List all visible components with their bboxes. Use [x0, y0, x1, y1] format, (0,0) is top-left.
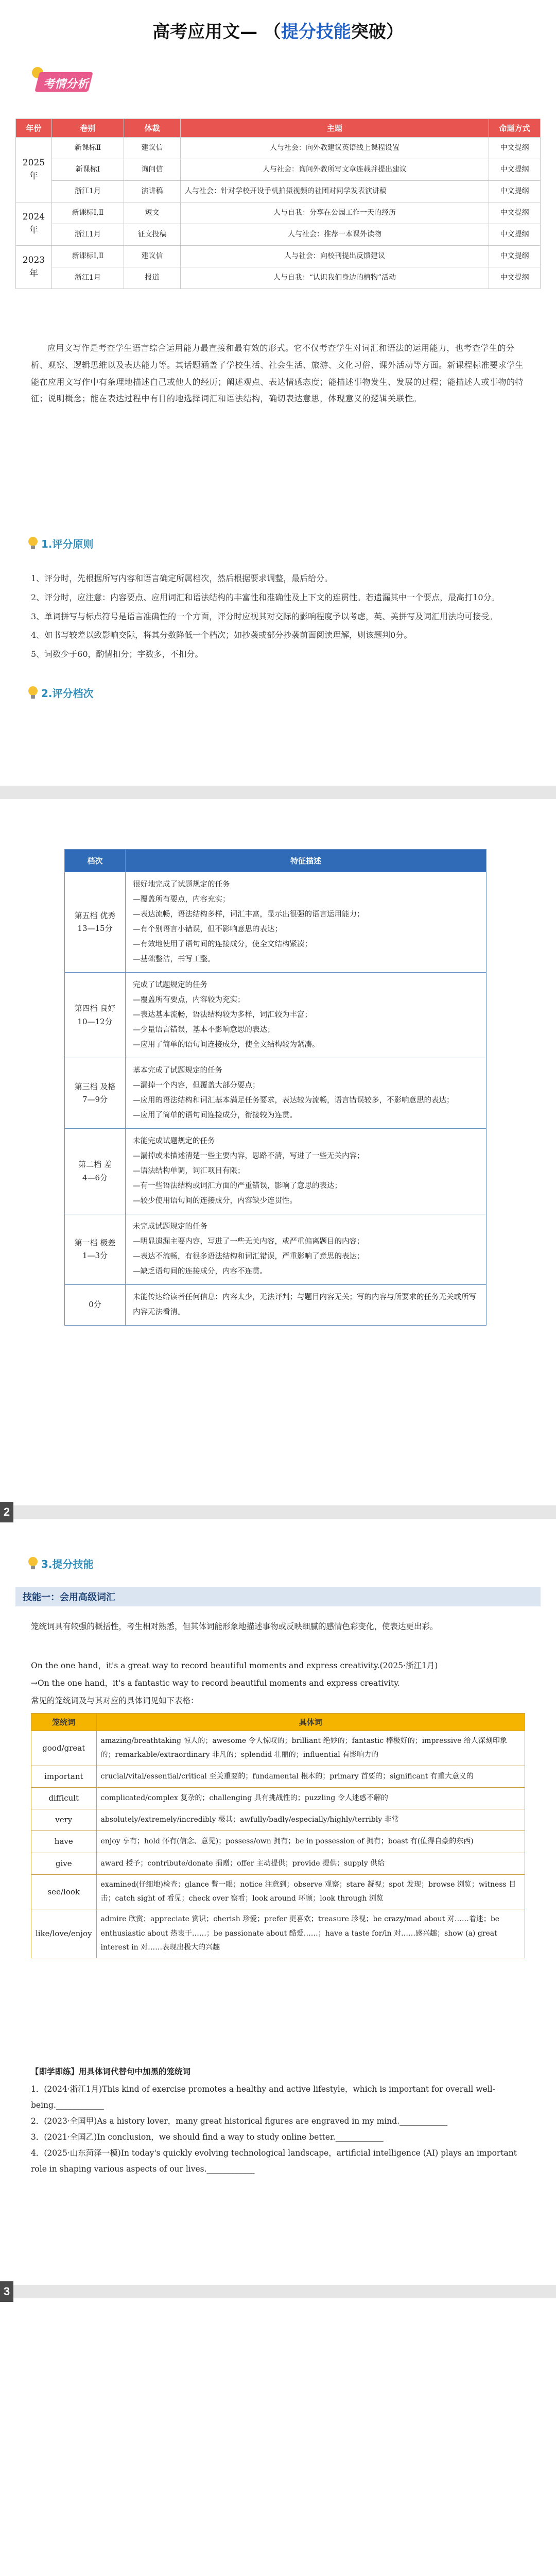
general-word-cell: give: [31, 1853, 97, 1874]
page-break: [0, 1505, 556, 1519]
description-cell: 基本完成了试题规定的任务 —漏掉一个内容，但覆盖大部分要点； —应用的语法结构和词汇基本满足任务要求，表达较为流畅，语言错误较多，不影响意思的表达； —应用了简单的语句间连接成分，衔接较为连贯。: [126, 1058, 486, 1129]
list-item: 4、如书写较差以致影响交际，将其分数降低一个档次；如抄袭或部分抄袭前面阅读理解，则该题判0分。: [31, 630, 412, 640]
table-row: [31, 1909, 525, 1958]
table-row: [31, 1766, 525, 1787]
specific-words-cell: absolutely/extremely/incredibly 极其；awfully/badly/especially/highly/terribly 非常: [96, 1809, 525, 1831]
table-row: 新课标Ⅰ 询问信 人与社会：询问外教所写文章连载并提出建议 中文提纲: [16, 159, 541, 181]
table-row: [65, 1129, 486, 1214]
table-row: [65, 872, 486, 973]
list-item: 3．(2021·全国乙)In conclusion，we should find a way to study online better.____________: [31, 2132, 384, 2142]
specific-words-cell: admire 欣赏；appreciate 赏识；cherish 珍爱；prefer 更喜欢；treasure 珍视；be crazy/mad about 对……着迷；be enthusiastic about 热衷于……；be passionate about 酷爱……；have a taste for/in 对……感兴趣；show (a) great interest in 对……表现出极大的兴趣: [96, 1909, 525, 1958]
table-row: [31, 1874, 525, 1909]
lightbulb-icon: [28, 537, 38, 550]
table-row: [65, 1214, 486, 1285]
table-row: 2025年 新课标Ⅱ 建议信 人与社会：向外教建议英语线上课程设置 中文提纲: [16, 138, 541, 159]
page-number: 2: [0, 1502, 13, 1522]
specific-words-cell: crucial/vital/essential/critical 至关重要的；fundamental 根本的；primary 首要的；significant 有重大意义的: [96, 1766, 525, 1787]
table-row: [65, 973, 486, 1058]
scoring-rules-list: [31, 569, 525, 664]
table-row: 2024年 新课标Ⅰ,Ⅱ 短文 人与自我：分享在公园工作一天的经历 中文提纲: [16, 202, 541, 224]
list-item: 4．(2025·山东菏泽一模)In today's quickly evolving technological landscape，artificial intelligence (AI) plays an important role in shaping various aspects of our lives.____________: [31, 2148, 517, 2174]
grade-cell: 第五档 优秀 13—15分: [65, 872, 126, 973]
page-title: 高考应用文— （提分技能突破）: [152, 22, 404, 42]
general-word-cell: like/love/enjoy: [31, 1909, 97, 1958]
description-cell: 未能传达给读者任何信息：内容太少，无法评判；与题目内容无关；写的内容与所要求的任务无关或所写内容无法看清。: [126, 1285, 486, 1326]
skill-one-intro: 笼统词具有较强的概括性，考生相对熟悉，但其体词能形象地描述事物或反映细腻的感情色彩变化，使表达更出彩。: [31, 1622, 438, 1631]
specific-words-cell: enjoy 享有；hold 怀有(信念、意见)；possess/own 拥有；be in possession of 拥有；boast 有(值得自豪的东西): [96, 1831, 525, 1853]
table-row: 浙江1月 报道 人与自我：“认识我们身边的植物”活动 中文提纲: [16, 267, 541, 289]
specific-words-cell: amazing/breathtaking 惊人的；awesome 令人惊叹的；brilliant 绝妙的；fantastic 棒极好的；impressive 给人深刻印象的；remarkable/extraordinary 非凡的；splendid 壮丽的；influential 有影响力的: [96, 1731, 525, 1766]
grade-cell: 第二档 差 4—6分: [65, 1129, 126, 1214]
general-word-cell: good/great: [31, 1731, 97, 1766]
grade-cell: 第一档 极差 1—3分: [65, 1214, 126, 1285]
skill-one-header: 技能一：会用高级词汇: [15, 1587, 541, 1606]
table-caption: 常见的笼统词及与其对应的具体词见如下表格：: [31, 1696, 199, 1705]
vocabulary-table: 笼统词 具体词 good/great amazing/breathtaking 惊人的；awesome 令人惊叹的；brilliant 绝妙的；fantastic 棒极好的；impressive 给人深刻印象的；remarkable/extraordinary 非凡的；splendid 壮丽的；influential 有影响力的 important crucial/vital/essential/critical 至关重要的；fundamental 根本的；primary 首要的；significant 有重大意义的 difficult complicated/complex 复杂的；challenging 具有挑战性的；puzzling 令人迷惑不解的 very absolutely/extremely/incredibly 极其；awfully/badly/especially/highly/terribly 非常 have enjoy 享有；hold 怀有(信念、意见)；possess/own 拥有；be in possession of 拥有；boast 有(值得自豪的东西) give award 授予；contribute/donate 捐赠；offer 主动提供；provide 提供；supply 供给 see/look examined(仔细地)检查；glance 瞥一眼；notice 注意到；observe 观察；stare 凝视；spot 发现；browse 浏览；witness 目击；catch sight of 看见；check over 察看；look around 环顾；look through 浏览 like/love/enjoy admire 欣赏；appreciate 赏识；cherish 珍爱；prefer 更喜欢；treasure 珍视；be crazy/mad about 对……着迷；be enthusiastic about 热衷于……；be passionate about 酷爱……；have a taste for/in 对……感兴趣；show (a) great interest in 对……表现出极大的兴趣: [31, 1713, 525, 1958]
practice-list: [31, 2081, 530, 2177]
general-word-cell: very: [31, 1809, 97, 1831]
example-original: On the one hand，it's a great way to record beautiful moments and express creativity.(2025·浙江1月): [31, 1661, 438, 1670]
description-cell: 完成了试题规定的任务 —覆盖所有要点，内容较为充实； —表达基本流畅，语法结构较为多样，词汇较为丰富； —少量语言错误，基本不影响意思的表达； —应用了简单的语句间连接成分，使全文结构较为紧凑。: [126, 973, 486, 1058]
general-word-cell: see/look: [31, 1874, 97, 1909]
section-scoring-principles: 1.评分原则: [28, 536, 94, 551]
section-scoring-levels: 2.评分档次: [28, 685, 94, 700]
list-item: 2．(2023·全国甲)As a history lover，many great historical figures are engraved in my mind.____________: [31, 2116, 448, 2126]
table-row: 2023年 新课标Ⅰ,Ⅱ 建议信 人与社会：向校刊提出反馈建议 中文提纲: [16, 246, 541, 267]
grade-cell: 第三档 及格 7—9分: [65, 1058, 126, 1129]
example-improved: →On the one hand，it's a fantastic way to record beautiful moments and express creativity.: [31, 1679, 400, 1688]
page-break: [0, 2285, 556, 2298]
table-row: [65, 1058, 486, 1129]
table-row: 浙江1月 征文投稿 人与社会：推荐一本课外读物 中文提纲: [16, 224, 541, 246]
grade-cell: 第四档 良好 10—12分: [65, 973, 126, 1058]
general-word-cell: have: [31, 1831, 97, 1853]
list-item: 3、单词拼写与标点符号是语言准确性的一个方面，评分时应视其对交际的影响程度予以考虑，英、美拼写及词汇用法均可接受。: [31, 611, 498, 621]
description-cell: 未能完成试题规定的任务 —漏掉或未描述清楚一些主要内容，思路不清，写进了一些无关内容； —语法结构单调，词汇项目有限； —有一些语法结构或词汇方面的严重错误，影响了意思的表达； —较少使用语句间的连接成分，内容缺少连贯性。: [126, 1129, 486, 1214]
lightbulb-icon: [28, 686, 38, 700]
list-item: 2、评分时，应注意：内容要点、应用词汇和语法结构的丰富性和准确性及上下文的连贯性。若遗漏其中一个要点，最高打10分。: [31, 592, 500, 602]
page-break: [0, 786, 556, 799]
grading-levels-table: 档次 特征描述 第五档 优秀 13—15分 很好地完成了试题规定的任务 —覆盖所有要点，内容充实； —表达流畅，语法结构多样，词汇丰富，显示出很强的语言运用能力； —有个别语言小错误，但不影响意思的表达； —有效地使用了语句间的连接成分，使全文结构紧凑； —基础整洁，书写工整。 第四档 良好 10—12分 完成了试题规定的任务 —覆盖所有要点，内容较为充实； —表达基本流畅，语法结构较为多样，词汇较为丰富； —少量语言错误，基本不影响意思的表达； —应用了简单的语句间连接成分，使全文结构较为紧凑。 第三档 及格 7—9分 基本完成了试题规定的任务 —漏掉一个内容，但覆盖大部分要点； —应用的语法结构和词汇基本满足任务要求，表达较为流畅，语言错误较多，不影响意思的表达； —应用了简单的语句间连接成分，衔接较为连贯。 第二档 差 4—6分 未能完成试题规定的任务 —漏掉或未描述清楚一些主要内容，思路不清，写进了一些无关内容； —语法结构单调，词汇项目有限； —有一些语法结构或词汇方面的严重错误，影响了意思的表达； —较少使用语句间的连接成分，内容缺少连贯性。 第一档 极差 1—3分 未完成试题规定的任务 —明显遗漏主要内容，写进了一些无关内容，或严重偏离题目的内容； —表达不流畅，有很多语法结构和词汇错误，严重影响了意思的表达； —缺乏语句间的连接成分，内容不连贯。 0分 未能传达给读者任何信息：内容太少，无法评判；与题目内容无关；写的内容与所要求的任务无关或所写内容无法看清。: [64, 849, 486, 1326]
list-item: 5、词数少于60，酌情扣分；字数多，不扣分。: [31, 649, 203, 659]
grade-cell: 0分: [65, 1285, 126, 1326]
table-row: [31, 1853, 525, 1874]
table-row: [31, 1787, 525, 1809]
description-cell: 未完成试题规定的任务 —明显遗漏主要内容，写进了一些无关内容，或严重偏离题目的内容； —表达不流畅，有很多语法结构和词汇错误，严重影响了意思的表达； —缺乏语句间的连接成分，内容不连贯。: [126, 1214, 486, 1285]
list-item: 1、评分时，先根据所写内容和语言确定所属档次，然后根据要求调整，最后给分。: [31, 573, 333, 583]
general-word-cell: difficult: [31, 1787, 97, 1809]
table-row: 浙江1月 演讲稿 人与社会：针对学校开设手机拍摄视频的社团对同学发表演讲稿 中文提纲: [16, 181, 541, 202]
specific-words-cell: award 授予；contribute/donate 捐赠；offer 主动提供；provide 提供；supply 供给: [96, 1853, 525, 1874]
specific-words-cell: examined(仔细地)检查；glance 瞥一眼；notice 注意到；observe 观察；stare 凝视；spot 发现；browse 浏览；witness 目击；catch sight of 看见；check over 察看；look around 环顾；look through 浏览: [96, 1874, 525, 1909]
table-row: [31, 1809, 525, 1831]
description-cell: 很好地完成了试题规定的任务 —覆盖所有要点，内容充实； —表达流畅，语法结构多样，词汇丰富，显示出很强的语言运用能力； —有个别语言小错误，但不影响意思的表达； —有效地使用了语句间的连接成分，使全文结构紧凑； —基础整洁，书写工整。: [126, 872, 486, 973]
table-row: [65, 1285, 486, 1326]
exam-analysis-badge: 考情分析: [32, 67, 93, 94]
specific-words-cell: complicated/complex 复杂的；challenging 具有挑战性的；puzzling 令人迷惑不解的: [96, 1787, 525, 1809]
general-word-cell: important: [31, 1766, 97, 1787]
exam-analysis-table: 年份 卷别 体裁 主题 命题方式 2025年 新课标Ⅱ 建议信 人与社会：向外教建议英语线上课程设置 中文提纲 新课标Ⅰ 询问信 人与社会：询问外教所写文章连载并提出建议 中文提纲 浙江1月 演讲稿 人与社会：针对学校开设手机拍摄视频的社团对同学发表演讲稿 中文提纲 2024年 新课标Ⅰ,Ⅱ 短文 人与自我：分享在公园工作一天的经历 中文提纲 浙江1月 征文投稿 人与社会：推荐一本课外读物 中文提纲 2023年 新课标Ⅰ,Ⅱ 建议信 人与社会：向校刊提出反馈建议 中文提纲 浙江1月 报道 人与自我：“认识我们身边的植物”活动 中文提纲: [15, 118, 541, 289]
table-row: [31, 1731, 525, 1766]
page-number: 3: [0, 2281, 13, 2302]
intro-paragraph: 应用文写作是考查学生语言综合运用能力最直接和最有效的形式。它不仅考查学生对词汇和语法的运用能力，也考查学生的分析、观察、逻辑思维以及表达能力等。其话题涵盖了学校生活、社会生活、旅游、文化习俗、课外活动等方面。新课程标准要求学生能在应用文写作中有条理地描述自己或他人的经历；阐述观点、表达情感态度；能描述事物发生、发展的过程；能描述人或事物的特征；说明概念；能在表达过程中有目的地选择词汇和语法结构，确切表达意思，体现意义的逻辑关联性。: [31, 343, 524, 404]
lightbulb-icon: [28, 1557, 38, 1570]
section-skills: 3.提分技能: [28, 1556, 94, 1571]
practice-heading: 【即学即练】用具体词代替句中加黑的笼统词: [31, 2066, 191, 2076]
list-item: 1．(2024·浙江1月)This kind of exercise promotes a healthy and active lifestyle，which is important for overall well-being.____________: [31, 2084, 495, 2110]
table-row: [31, 1831, 525, 1853]
